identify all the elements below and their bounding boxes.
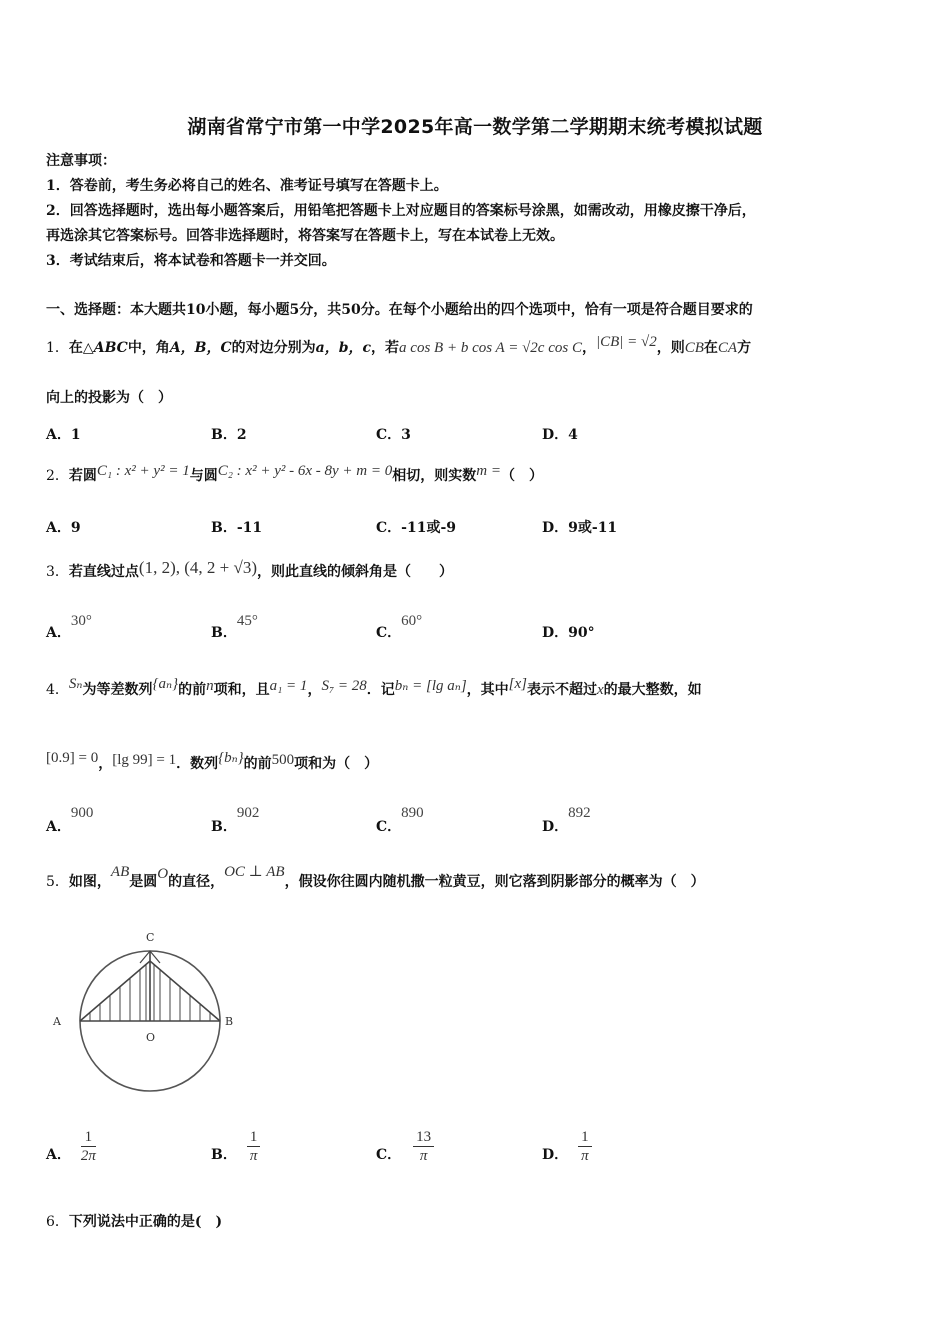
q3-number: 3． xyxy=(46,564,69,580)
option-fraction xyxy=(247,1128,261,1165)
option-fraction xyxy=(578,1128,592,1165)
q4-text: 的最大整数，如 xyxy=(603,682,702,698)
q5-text: 是圆 xyxy=(129,874,158,890)
q5-formula-perpendicular: OC ⊥ AB xyxy=(224,864,285,880)
q4-formula-a1: a₁ = 1 xyxy=(269,678,308,694)
option-value: 30° xyxy=(70,613,92,629)
question-3 xyxy=(46,558,453,582)
q4-option-d[interactable] xyxy=(542,804,591,835)
option-value: 900 xyxy=(70,805,94,821)
q5-option-b[interactable] xyxy=(211,1128,260,1165)
q4-formula-n: n xyxy=(206,678,214,694)
option-label: B． xyxy=(211,427,237,443)
option-value: 1 xyxy=(70,427,81,443)
option-label: B． xyxy=(211,520,237,536)
label-a: A xyxy=(53,1015,61,1028)
q4-text: 的前 xyxy=(178,682,207,698)
q1-vector-cb: CB xyxy=(684,340,704,356)
fraction-numerator: 1 xyxy=(578,1128,592,1147)
option-value: -11或-9 xyxy=(401,520,457,536)
notice-item-3: 3．考试结束后，将本试卷和答题卡一并交回。 xyxy=(46,253,336,269)
option-label: A． xyxy=(46,1146,71,1163)
q1-text: ，则 xyxy=(656,340,685,356)
q5-text: ，假设你往圆内随机撒一粒黄豆，则它落到阴影部分的概率为（ ） xyxy=(284,874,705,890)
q2-option-c[interactable] xyxy=(376,517,456,537)
option-label: A． xyxy=(46,520,71,536)
option-value: 2 xyxy=(236,427,247,443)
option-value: 45° xyxy=(236,613,258,629)
option-value: 890 xyxy=(401,805,424,821)
page-title: 湖南省常宁市第一中学2025年高一数学第二学期期末统考模拟试题 xyxy=(187,116,763,138)
q1-text: 的对边分别为 xyxy=(231,340,316,356)
q4-formula-example-2: [lg 99] = 1 xyxy=(112,752,177,768)
q2-formula-circle-1: C₁ : x² + y² = 1 xyxy=(96,463,190,479)
q1-angles: A，B，C xyxy=(169,340,232,356)
q4-formula-x: x xyxy=(597,682,604,698)
question-4-cont xyxy=(46,750,379,774)
q4-formula-s7: S₇ = 28 xyxy=(321,678,367,694)
q4-text: ， xyxy=(98,756,113,772)
q4-formula-sn: Sₙ xyxy=(68,676,83,692)
fraction-numerator: 13 xyxy=(413,1128,434,1147)
option-label: D． xyxy=(542,625,569,641)
notice-item-2: 2．回答选择题时，选出每小题答案后，用铅笔把答题卡上对应题目的答案标号涂黑，如需改动，用橡皮擦干净后， xyxy=(46,203,756,219)
q2-option-d[interactable] xyxy=(542,517,617,537)
q2-formula-m: m = xyxy=(476,463,501,479)
q2-text: 与圆 xyxy=(189,468,218,484)
q1-text: ， xyxy=(581,340,596,356)
q6-text: 下列说法中正确的是( ) xyxy=(68,1214,223,1230)
option-label: D． xyxy=(542,427,569,443)
option-value: 90° xyxy=(568,625,595,641)
option-value: 9或-11 xyxy=(568,520,618,536)
q1-vector-ca: CA xyxy=(717,340,738,356)
fraction-denominator: π xyxy=(249,1148,258,1164)
fraction-numerator: 1 xyxy=(247,1128,261,1147)
q1-text: 方 xyxy=(737,340,752,356)
q1-text: ，若 xyxy=(371,340,400,356)
q1-abc: ABC xyxy=(93,340,128,356)
section-heading: 一、选择题：本大题共10小题，每小题5分，共50分。在每个小题给出的四个选项中，恰有一项是符合题目要求的 xyxy=(46,302,753,318)
q2-text: （ ） xyxy=(500,468,543,484)
q4-text: 的前 xyxy=(243,756,272,772)
option-value: 60° xyxy=(401,613,423,629)
fraction-numerator: 1 xyxy=(81,1128,96,1147)
option-label: A． xyxy=(46,427,71,443)
q4-text: 表示不超过 xyxy=(527,682,597,698)
option-value: 902 xyxy=(236,805,260,821)
q1-text: 中，角 xyxy=(127,340,170,356)
option-label: C． xyxy=(376,819,402,835)
q3-option-c[interactable] xyxy=(376,612,423,641)
q1-text: 在△ xyxy=(68,340,94,356)
q5-text: 如图， xyxy=(68,874,111,890)
notice-heading: 注意事项： xyxy=(46,153,116,169)
question-4 xyxy=(46,676,702,700)
q1-number: 1． xyxy=(46,340,69,356)
q4-text: ．数列 xyxy=(176,756,219,772)
q1-option-a[interactable] xyxy=(46,424,81,444)
question-6 xyxy=(46,1212,222,1232)
option-value: 9 xyxy=(70,520,81,536)
q5-formula-ab: AB xyxy=(110,864,130,880)
option-label: B． xyxy=(211,1146,237,1163)
fraction-denominator: π xyxy=(581,1148,589,1164)
q2-option-a[interactable] xyxy=(46,517,81,537)
option-value: -11 xyxy=(236,520,263,536)
q6-number: 6． xyxy=(46,1214,69,1230)
option-label: A． xyxy=(46,819,71,835)
notice-item-2-cont: 再选涂其它答案标号。回答非选择题时，将答案写在答题卡上，写在本试卷上无效。 xyxy=(46,228,564,244)
q1-option-d[interactable] xyxy=(542,424,578,444)
option-fraction xyxy=(413,1128,434,1165)
q4-text: ，其中 xyxy=(466,682,509,698)
q4-number: 4． xyxy=(46,682,69,698)
option-label: D． xyxy=(542,520,569,536)
option-label: C． xyxy=(376,1146,402,1163)
q3-formula-points: (1, 2), (4, 2 + √3) xyxy=(138,558,257,577)
fraction-denominator: 2π xyxy=(80,1148,96,1164)
option-label: C． xyxy=(376,427,402,443)
q4-option-a[interactable] xyxy=(46,804,94,835)
option-label: A． xyxy=(46,625,71,641)
fraction-denominator: π xyxy=(419,1148,428,1164)
option-label: D． xyxy=(542,819,569,835)
q3-option-d[interactable] xyxy=(542,622,595,642)
label-b: B xyxy=(225,1015,234,1028)
question-2 xyxy=(46,463,543,486)
q1-formula-cb-length: |CB| = √2 xyxy=(595,334,657,350)
q2-option-b[interactable] xyxy=(211,517,262,537)
q5-circle-figure xyxy=(45,925,245,1095)
q4-text: ， xyxy=(307,682,322,698)
question-5 xyxy=(46,864,705,892)
option-value: 3 xyxy=(401,427,411,443)
question-1 xyxy=(46,334,752,358)
option-label: D． xyxy=(542,1146,569,1163)
q4-formula-bn-seq: {bₙ} xyxy=(218,750,244,766)
q2-text: 相切，则实数 xyxy=(392,468,477,484)
label-o: O xyxy=(146,1031,156,1044)
option-label: C． xyxy=(376,520,402,536)
q4-text: ．记 xyxy=(366,682,395,698)
q1-option-c[interactable] xyxy=(376,424,411,444)
q5-formula-o: O xyxy=(157,866,169,882)
q4-formula-bn: bₙ = [lg aₙ] xyxy=(394,678,467,694)
q5-text: 的直径， xyxy=(168,874,225,890)
q3-option-b[interactable] xyxy=(211,612,258,641)
q5-option-d[interactable] xyxy=(542,1128,592,1165)
label-c: C xyxy=(146,931,155,944)
q4-text: 为等差数列 xyxy=(82,682,153,698)
q2-number: 2． xyxy=(46,468,69,484)
option-label: B． xyxy=(211,819,237,835)
q4-option-b[interactable] xyxy=(211,804,260,835)
q1-sides: a，b，c xyxy=(315,340,372,356)
notice-item-1: 1．答卷前，考生务必将自己的姓名、准考证号填写在答题卡上。 xyxy=(46,178,448,194)
option-fraction xyxy=(81,1128,96,1165)
q1-text: 在 xyxy=(703,340,718,356)
q3-option-a[interactable] xyxy=(46,612,92,641)
q5-option-c[interactable] xyxy=(376,1128,434,1165)
q4-formula-an: {aₙ} xyxy=(152,676,179,692)
q2-formula-circle-2: C₂ : x² + y² - 6x - 8y + m = 0 xyxy=(217,463,393,479)
option-label: B． xyxy=(211,625,237,641)
q5-option-a[interactable] xyxy=(46,1128,96,1165)
q1-option-b[interactable] xyxy=(211,424,247,444)
question-1-cont: 向上的投影为（ ） xyxy=(46,390,172,406)
q4-formula-500: 500 xyxy=(271,752,295,768)
q4-formula-example-1: [0.9] = 0 xyxy=(46,750,99,766)
option-value: 892 xyxy=(568,805,591,821)
q4-text: 项和，且 xyxy=(213,682,270,698)
q4-text: 项和为（ ） xyxy=(294,756,379,772)
q3-text: 若直线过点 xyxy=(68,564,139,580)
option-value: 4 xyxy=(568,427,578,443)
q2-text: 若圆 xyxy=(68,468,97,484)
option-label: C． xyxy=(376,625,402,641)
q4-option-c[interactable] xyxy=(376,804,424,835)
q3-text: ，则此直线的倾斜角是（ ） xyxy=(256,564,453,580)
q5-number: 5． xyxy=(46,874,69,890)
q4-formula-floor: [x] xyxy=(508,676,527,692)
q1-formula-condition: a cos B + b cos A = √2c cos C xyxy=(399,340,582,356)
